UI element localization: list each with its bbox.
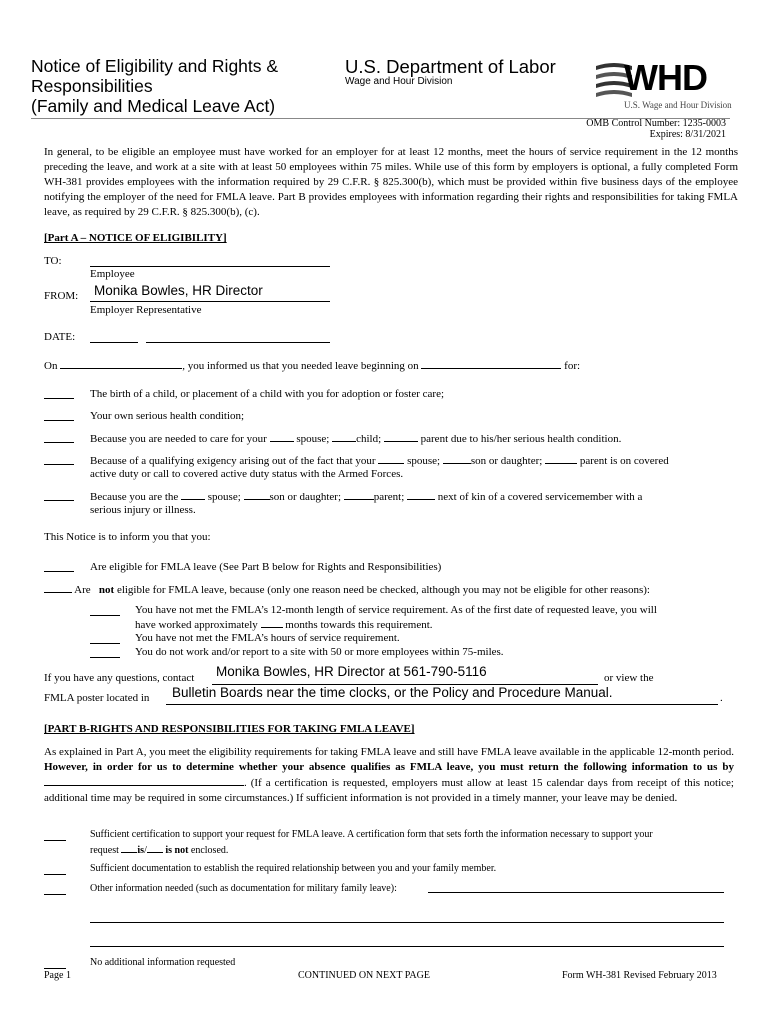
item-1-checkbox[interactable]	[44, 828, 66, 841]
reason-5-son-field[interactable]	[244, 489, 270, 500]
eligible-text: Are eligible for FMLA leave (See Part B below for Rights and Responsibilities)	[90, 561, 442, 573]
reason-3-parent-field[interactable]	[384, 431, 418, 442]
reason-3-spouse-field[interactable]	[270, 431, 294, 442]
informed-text: , you informed us that you needed leave beginning on	[182, 360, 419, 372]
ne-reason-1b-text: have worked approximately	[135, 619, 258, 631]
reason-3-parent: parent due to his/her serious health condition.	[420, 433, 622, 445]
reason-3-checkbox[interactable]	[44, 430, 74, 443]
reason-2-checkbox[interactable]	[44, 408, 74, 421]
reason-5-kin: next of kin of a covered servicemember with a	[437, 491, 643, 503]
reason-2: Your own serious health condition;	[90, 410, 245, 422]
from-value: Monika Bowles, HR Director	[94, 283, 263, 298]
for-text: for:	[564, 360, 581, 372]
form-revision: Form WH-381 Revised February 2013	[562, 970, 717, 981]
title-line-2: Responsibilities	[31, 76, 153, 96]
informed-date-field[interactable]	[60, 358, 182, 369]
months-worked-field[interactable]	[261, 617, 283, 628]
item-2: Sufficient documentation to establish the required relationship between you and your family member.	[90, 863, 497, 874]
item-3-checkbox[interactable]	[44, 882, 66, 895]
reason-3-child-field[interactable]	[332, 431, 356, 442]
reason-4-parent: parent is on covered	[579, 455, 669, 467]
to-employee-field[interactable]	[90, 252, 330, 267]
reason-5-parent-field[interactable]	[344, 489, 374, 500]
reason-5-son: son or daughter;	[269, 491, 341, 503]
reason-3	[90, 431, 621, 447]
title-line-1: Notice of Eligibility and Rights &	[31, 56, 279, 76]
reason-4-parent-field[interactable]	[545, 453, 577, 464]
to-label: TO:	[44, 255, 62, 267]
reason-3-child: child;	[356, 433, 382, 445]
from-label: FROM:	[44, 290, 79, 302]
item-1-enclosed: enclosed.	[190, 845, 229, 856]
not-eligible-text: eligible for FMLA leave, because (only one reason need be checked, although you may not be eligible for other reasons):	[116, 584, 650, 596]
date-field-2[interactable]	[146, 328, 330, 343]
ne-reason-1-checkbox[interactable]	[90, 603, 120, 616]
part-b-p1: As explained in Part A, you meet the eligibility requirements for taking FMLA leave and still have FMLA leave available in the applicable 12-month period.	[44, 746, 734, 758]
employer-caption: Employer Representative	[90, 304, 202, 316]
reason-3-text: Because you are needed to care for your	[90, 433, 267, 445]
not-eligible-line	[44, 582, 650, 598]
reason-4-son: son or daughter;	[470, 455, 543, 467]
reason-5-kin-field[interactable]	[407, 489, 435, 500]
item-1-request: request	[90, 845, 119, 856]
item-1-is: is	[137, 845, 145, 856]
reason-1: The birth of a child, or placement of a child with you for adoption or foster care;	[90, 388, 445, 400]
reason-4-text: Because of a qualifying exigency arising out of the fact that your	[90, 455, 376, 467]
title-line-3: (Family and Medical Leave Act)	[31, 96, 276, 116]
page-number: Page 1	[44, 970, 71, 981]
part-a-heading: [Part A – NOTICE OF ELIGIBILITY]	[44, 232, 227, 244]
reason-4-checkbox[interactable]	[44, 452, 74, 465]
leave-begin-date-field[interactable]	[421, 358, 561, 369]
item-1b: request is/ is not enclosed.	[90, 842, 228, 858]
reason-5-spouse-field[interactable]	[181, 489, 205, 500]
not-eligible-prefix: Are	[74, 584, 91, 596]
item-2-checkbox[interactable]	[44, 862, 66, 875]
item-4: No additional information requested	[90, 957, 236, 968]
notice-text: This Notice is to inform you that you:	[44, 531, 211, 543]
reason-5-checkbox[interactable]	[44, 488, 74, 501]
part-b-p1-rest: . (If a certification is requested, employers must allow at least 15 calendar days from receipt of this notice; additional time may be required in some circumstances.) If sufficient information is not provided in a timely manner, your leave may be denied.	[44, 777, 734, 804]
questions-label: If you have any questions, contact	[44, 672, 195, 684]
reason-4-line2: active duty or call to covered active duty status with the Armed Forces.	[90, 468, 404, 480]
intro-paragraph: In general, to be eligible an employee must have worked for an employer for at least 12 months, meet the hours of service requirement in the 12 months preceding the leave, and work at a site with at least 50 employees within 75 miles. While use of this form by employers is optional, a fully completed Form WH-381 provides employees with the information required by 29 C.F.R. § 825.300(b), which must be provided within five business days of the employee notifying the employer of the need for FMLA leave. Part B provides employees with information regarding their rights and responsibilities for taking FMLA leave, as required by 29 C.F.R. § 825.300(b), (c).	[44, 146, 738, 218]
reason-3-spouse: spouse;	[296, 433, 330, 445]
ne-reason-3: You do not work and/or report to a site with 50 or more employees within 75-miles.	[135, 646, 504, 658]
reason-4-spouse: spouse;	[407, 455, 441, 467]
agency-name: U.S. Department of Labor	[345, 56, 556, 77]
date-label: DATE:	[44, 331, 76, 343]
item-4-checkbox[interactable]	[44, 956, 66, 969]
reason-5-parent: parent;	[373, 491, 405, 503]
poster-label: FMLA poster located in	[44, 692, 150, 704]
item-1a: Sufficient certification to support your request for FMLA leave. A certification form that sets forth the information necessary to support your	[90, 829, 653, 840]
item-3: Other information needed (such as documentation for military family leave):	[90, 883, 397, 894]
reason-5-spouse: spouse;	[207, 491, 241, 503]
other-info-field-2[interactable]	[90, 912, 724, 923]
reason-5-line2: serious injury or illness.	[90, 504, 196, 516]
return-by-date-field[interactable]	[44, 775, 244, 786]
continued-text: CONTINUED ON NEXT PAGE	[298, 970, 430, 981]
star-icon	[706, 70, 724, 88]
poster-period: .	[720, 692, 723, 704]
whd-logo	[594, 58, 734, 116]
is-not-field[interactable]	[147, 842, 163, 853]
or-view-text: or view the	[604, 672, 654, 684]
logo-text: WHD	[624, 57, 707, 98]
other-info-field-1[interactable]	[428, 881, 724, 893]
other-info-field-3[interactable]	[90, 936, 724, 947]
logo-caption: U.S. Wage and Hour Division	[624, 100, 732, 110]
item-1-is-not: is not	[165, 845, 189, 856]
reason-4-son-field[interactable]	[443, 453, 471, 464]
ne-reason-1c-text: months towards this requirement.	[285, 619, 433, 631]
ne-reason-2: You have not met the FMLA’s hours of service requirement.	[135, 632, 400, 644]
contact-value: Monika Bowles, HR Director at 561-790-5116	[216, 664, 487, 679]
form-title	[31, 56, 278, 116]
part-b-p1-bold: However, in order for us to determine whether your absence qualifies as FMLA leave, you must return the following information to us by	[44, 761, 734, 773]
on-sentence	[44, 358, 580, 374]
not-eligible-bold: not	[98, 584, 115, 596]
is-field[interactable]	[121, 842, 137, 853]
omb-info	[586, 118, 726, 140]
ne-reason-1a: You have not met the FMLA’s 12-month length of service requirement. As of the first date of requested leave, you will	[135, 604, 657, 616]
employee-caption: Employee	[90, 268, 135, 280]
division-name: Wage and Hour Division	[345, 76, 453, 87]
reason-5-text: Because you are the	[90, 491, 179, 503]
part-b-heading: [PART B-RIGHTS AND RESPONSIBILITIES FOR TAKING FMLA LEAVE]	[44, 723, 415, 735]
ne-reason-2-checkbox[interactable]	[90, 631, 120, 644]
poster-value: Bulletin Boards near the time clocks, or the Policy and Procedure Manual.	[172, 685, 613, 700]
on-label: On	[44, 360, 58, 372]
omb-number: OMB Control Number: 1235-0003	[586, 118, 726, 129]
part-b-paragraph	[44, 745, 734, 806]
eligible-checkbox[interactable]	[44, 559, 74, 572]
ne-reason-3-checkbox[interactable]	[90, 645, 120, 658]
reason-1-checkbox[interactable]	[44, 386, 74, 399]
date-field-1[interactable]	[90, 328, 138, 343]
reason-4-spouse-field[interactable]	[378, 453, 404, 464]
omb-expires: Expires: 8/31/2021	[649, 129, 726, 140]
not-eligible-checkbox[interactable]	[44, 582, 72, 593]
